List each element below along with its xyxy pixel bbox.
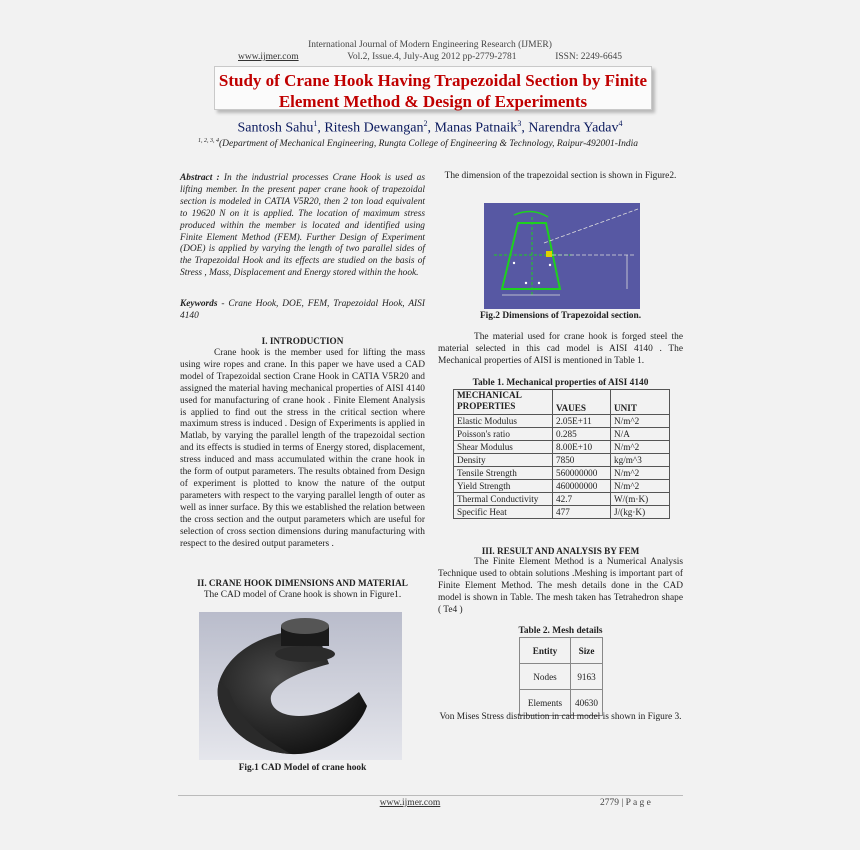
- author-name: Narendra Yadav: [528, 120, 619, 136]
- affiliation: [198, 138, 678, 149]
- table-row: [454, 480, 670, 493]
- table-header-cell: MECHANICAL PROPERTIES: [454, 390, 553, 415]
- header-issn: ISSN: 2249-6645: [555, 52, 622, 62]
- table-row: [454, 493, 670, 506]
- footer-website-text[interactable]: www.ijmer.com: [379, 798, 441, 808]
- table-row: [454, 467, 670, 480]
- section2-text: The CAD model of Crane hook is shown in Figure1.: [203, 590, 402, 600]
- page-number: 2779 | P a g e: [600, 798, 651, 808]
- table-cell: Tensile Strength: [454, 467, 553, 480]
- table-cell: N/m^2: [611, 480, 670, 493]
- table-cell: 42.7: [553, 493, 611, 506]
- table-cell: 2.05E+11: [553, 415, 611, 428]
- table-row: [454, 454, 670, 467]
- table-cell: 560000000: [553, 467, 611, 480]
- table-cell: Specific Heat: [454, 506, 553, 519]
- table-row: [520, 664, 603, 690]
- header-website-link[interactable]: www.ijmer.com: [238, 52, 299, 62]
- table-row: [454, 441, 670, 454]
- table2-caption: Table 2. Mesh details: [518, 626, 603, 636]
- author-list: Santosh Sahu$^1$, Ritesh Dewangan$^2$, Manas Patnaik$^3$, Narendra Yadav$^4$: [237, 119, 623, 136]
- author-sup: 4: [618, 119, 623, 128]
- figure2-trapezoidal-section-image: [484, 203, 640, 309]
- table-row: [454, 415, 670, 428]
- header-volume: Vol.2, Issue.4, July-Aug 2012 pp-2779-2781: [347, 52, 517, 62]
- author-name: Ritesh Dewangan: [324, 120, 424, 136]
- table-cell: 0.285: [553, 428, 611, 441]
- figure1-crane-hook-image: [199, 612, 402, 760]
- header-info-line: [200, 52, 660, 62]
- table-row: [454, 506, 670, 519]
- section3-text: The Finite Element Method is a Numerical Analysis Technique used to obtain solutions .Meshing is important part of Finite Element Method. The mesh details done in the CAD model is shown in Table. The mesh taken has Tetrahedron shape ( Te4 ): [438, 557, 683, 615]
- table-header-cell: UNIT: [611, 390, 670, 415]
- author-sup: 2: [423, 119, 428, 128]
- table-cell: 8.00E+10: [553, 441, 611, 454]
- table-cell: Thermal Conductivity: [454, 493, 553, 506]
- abstract-text: In the industrial processes Crane Hook is used as lifting member. In the present paper crane hook of trapezoidal section is modeled in CATIA V5R20, then 2 ton load equivalent to 19620 N on it is applied. The location of maximum stress produced within the member is located and identified using Finite Element Method (FEM). Further Design of Experiment (DOE) is applied by varying the length of two parallel sides of the Trapezoidal Hook and its effects are studied on the basis of Stress , Mass, Displacement and Energy stored within the hook.: [180, 173, 425, 279]
- table-cell: N/A: [611, 428, 670, 441]
- keywords-text: - Crane Hook, DOE, FEM, Trapezoidal Hook, AISI 4140: [180, 299, 425, 321]
- table-cell: 477: [553, 506, 611, 519]
- table-cell: W/(m·K): [611, 493, 670, 506]
- table-header-row: [454, 390, 670, 415]
- figure1-caption: Fig.1 CAD Model of crane hook: [238, 763, 367, 773]
- table-cell: Nodes: [520, 664, 571, 690]
- title-box: [214, 66, 652, 110]
- table-cell: N/m^2: [611, 467, 670, 480]
- table-cell: kg/m^3: [611, 454, 670, 467]
- table-cell: Elements: [520, 690, 571, 716]
- author-name: Manas Patnaik: [434, 120, 518, 136]
- material-text: The material used for crane hook is forged steel the material selected in this cad model is AISI 4140 . The Mechanical properties of AISI is mentioned in Table 1.: [438, 332, 683, 366]
- table-cell: 40630: [571, 690, 603, 716]
- author-sup: 3: [517, 119, 522, 128]
- journal-name: International Journal of Modern Engineering Research (IJMER): [308, 40, 552, 50]
- paper-title: Study of Crane Hook Having Trapezoidal Section by Finite Element Method & Design of Experiments: [218, 71, 648, 111]
- keywords: [180, 299, 425, 323]
- mechanical-properties-table: [453, 389, 670, 519]
- section1-text: Crane hook is the member used for lifting the mass using wire ropes and crane. In this paper we have used a CAD model of Trapezoidal section Crane Hook in CATIA V5R20 and assigned the material having mechanical properties of AISI 4140 used for manufacturing of crane hook . Finite Element Analysis is applied to find out the stress in the critical section where maximum stress is induced . Design of Experiments is applied in Matlab, by varying the parallel length of the trapezoidal section and its effects is studied in terms of Energy stored, displacement, stress induced and mass accumulated within the crane hook in the form of output parameters. The results obtained from Design of experiment is plotted to know the nature of the output parameters with respect to the varying parallel length of outer as well as inner surface. By this we established the relation between the cross section and the output parameters which are useful for selection of cross section dimensions during manufacturing with respect to the desired output parameters .: [180, 348, 425, 549]
- table-cell: J/(kg·K): [611, 506, 670, 519]
- table-cell: N/m^2: [611, 415, 670, 428]
- table-cell: Density: [454, 454, 553, 467]
- section1-title: I. INTRODUCTION: [261, 336, 344, 346]
- table-cell: 460000000: [553, 480, 611, 493]
- footer-divider: [178, 795, 683, 796]
- table-cell: Elastic Modulus: [454, 415, 553, 428]
- table-cell: N/m^2: [611, 441, 670, 454]
- table-header-row: [520, 638, 603, 664]
- table-cell: Yield Strength: [454, 480, 553, 493]
- table-row: [454, 428, 670, 441]
- table-header-cell: Entity: [520, 638, 571, 664]
- table-cell: 9163: [571, 664, 603, 690]
- abstract: [180, 173, 425, 280]
- fig3-intro: Von Mises Stress distribution in cad model is shown in Figure 3.: [439, 712, 682, 722]
- section3-title: III. RESULT AND ANALYSIS BY FEM: [481, 546, 640, 556]
- affiliation-text: (Department of Mechanical Engineering, Rungta College of Engineering & Technology, Raipur-492001-India: [219, 139, 638, 150]
- footer-website-link[interactable]: [360, 798, 460, 808]
- section2-title: II. CRANE HOOK DIMENSIONS AND MATERIAL: [197, 578, 408, 588]
- author-sup: 1: [313, 119, 318, 128]
- abstract-label: Abstract :: [180, 173, 220, 183]
- table-cell: 7850: [553, 454, 611, 467]
- table-header-cell: Size: [571, 638, 603, 664]
- table-cell: Shear Modulus: [454, 441, 553, 454]
- affiliation-sup: 1, 2, 3, 4: [198, 138, 219, 144]
- figure2-caption: Fig.2 Dimensions of Trapezoidal section.: [479, 311, 642, 321]
- table-cell: Poisson's ratio: [454, 428, 553, 441]
- author-name: Santosh Sahu: [237, 120, 314, 136]
- table1-caption: Table 1. Mechanical properties of AISI 4140: [472, 378, 649, 388]
- keywords-label: Keywords: [180, 299, 218, 309]
- fig2-intro: The dimension of the trapezoidal section is shown in Figure2.: [444, 171, 677, 181]
- table-header-cell: VAUES: [553, 390, 611, 415]
- mesh-details-table: [519, 637, 603, 716]
